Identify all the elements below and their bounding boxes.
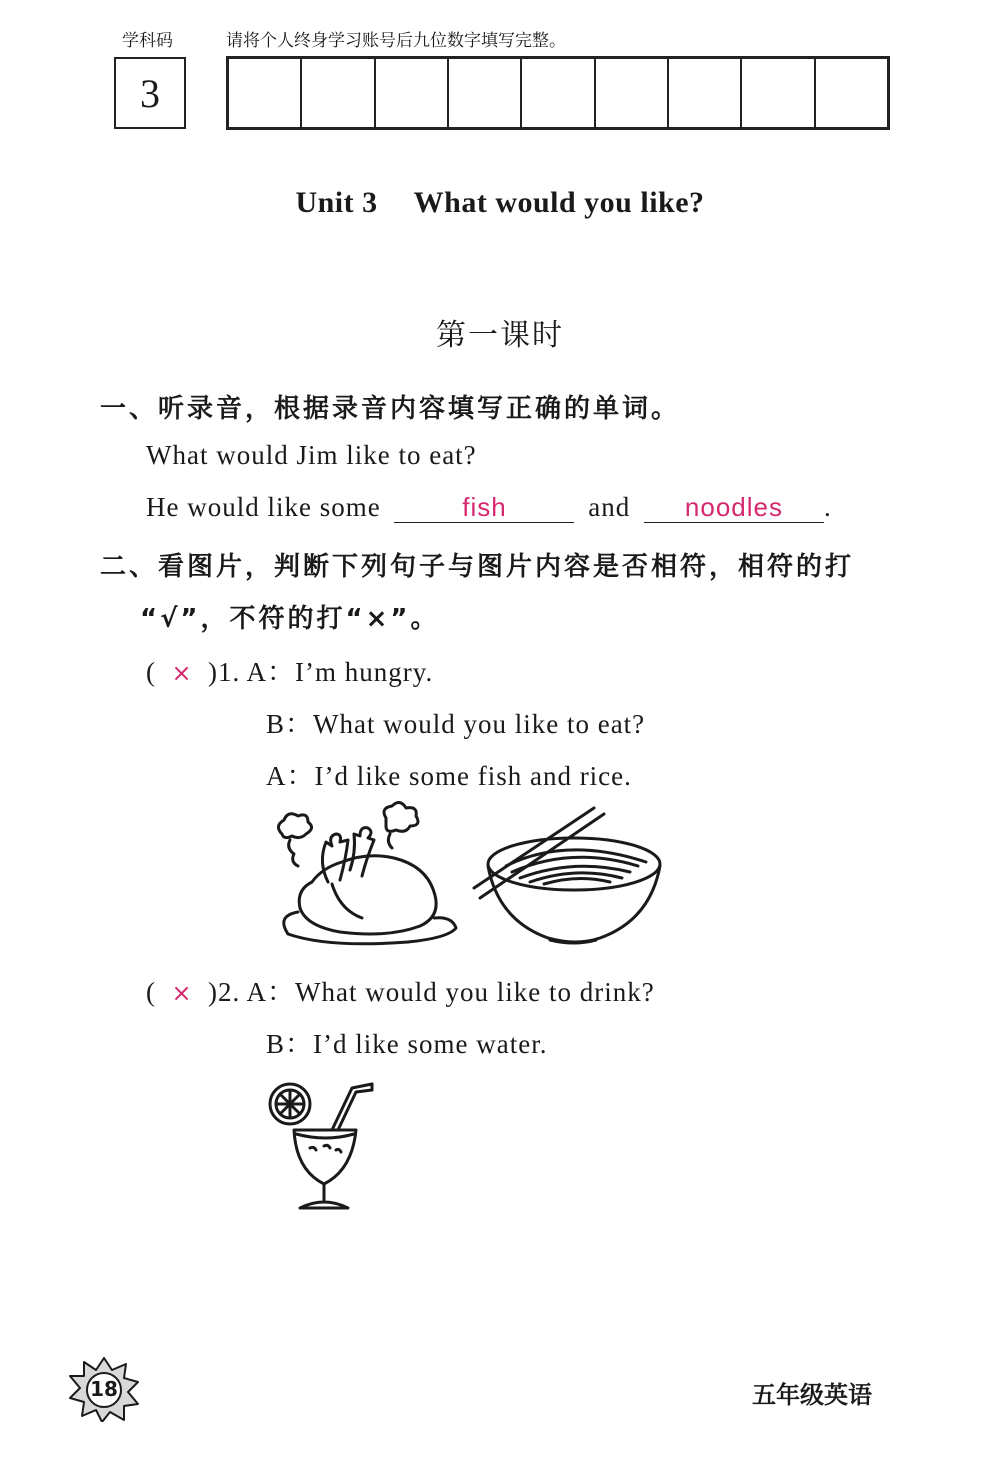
item-2-answer-mark[interactable]: × [171, 979, 193, 1007]
account-digit-cell[interactable] [229, 59, 302, 127]
lesson-title: 第一课时 [436, 318, 564, 353]
item-2-dialog-line: B：I’d like some water. [266, 1029, 548, 1059]
account-digit-cell[interactable] [816, 59, 887, 127]
unit-question: What would you like? [413, 186, 705, 219]
item-1-dialog-line: A：I’d like some fish and rice. [266, 761, 632, 791]
account-digit-cell[interactable] [742, 59, 815, 127]
item-1-open-paren: ( [146, 657, 156, 687]
item-1-line-1 [146, 650, 433, 689]
item-2-dialog-line: A：What would you like to drink? [246, 977, 655, 1007]
answer-prefix: He would like some [146, 492, 381, 522]
noodle-bowl-icon [464, 800, 674, 950]
account-digit-cell[interactable] [376, 59, 449, 127]
account-digit-cell[interactable] [522, 59, 595, 127]
section-1-answer-line [146, 492, 832, 523]
item-1-number: )1. [208, 657, 241, 687]
item-1-answer-mark[interactable]: × [171, 659, 193, 687]
page-number: 18 [90, 1377, 118, 1401]
account-digit-cell[interactable] [449, 59, 522, 127]
answer-connector: and [588, 492, 631, 522]
unit-title [0, 186, 1000, 220]
answer-blank-1[interactable]: fish [394, 492, 574, 523]
item-2-line-1 [146, 970, 655, 1009]
account-digit-cell[interactable] [302, 59, 375, 127]
answer-blank-2[interactable]: noodles [644, 492, 824, 523]
account-digit-cell[interactable] [669, 59, 742, 127]
account-digit-cell[interactable] [596, 59, 669, 127]
item-2-number: )2. [208, 977, 241, 1007]
subject-code-value: 3 [140, 70, 160, 116]
book-title: 五年级英语 [752, 1381, 872, 1409]
section-2-title-line-1: 二、看图片，判断下列句子与图片内容是否相符，相符的打 [100, 552, 855, 582]
item-2-open-paren: ( [146, 977, 156, 1007]
item-1-dialog-line: B：What would you like to eat? [266, 709, 646, 739]
account-number-boxes [226, 56, 890, 130]
juice-glass-icon [262, 1072, 386, 1214]
section-1-question: What would Jim like to eat? [146, 440, 477, 470]
section-1-title: 一、听录音，根据录音内容填写正确的单词。 [100, 394, 681, 424]
item-1-dialog-line: A：I’m hungry. [246, 657, 434, 687]
answer-end-punct: . [823, 492, 832, 522]
subject-code-label: 学科码 [122, 31, 173, 51]
account-instruction: 请将个人终身学习账号后九位数字填写完整。 [226, 31, 566, 51]
section-2-title-line-2: “√”，不符的打“×”。 [140, 604, 440, 634]
roast-chicken-icon [262, 800, 462, 946]
subject-code-box [114, 57, 186, 129]
unit-number: Unit 3 [295, 186, 378, 219]
